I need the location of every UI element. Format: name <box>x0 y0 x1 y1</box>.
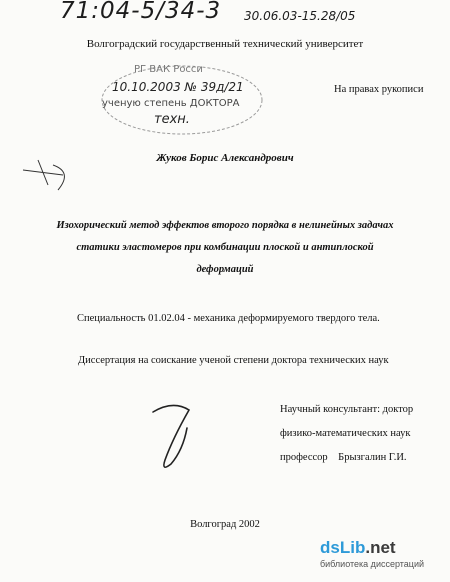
approval-stamp <box>92 60 282 150</box>
advisor-line-1: Научный консультант: доктор <box>280 404 414 415</box>
title-line-1: Изохорический метод эффектов второго порядка в нелинейных задачах <box>56 220 394 231</box>
stamp-line-4: техн. <box>154 112 190 127</box>
stamp-line-2: 10.10.2003 № 39д/21 <box>112 80 244 94</box>
watermark-subtitle: библиотека диссертаций <box>320 559 425 569</box>
advisor-line-3: профессор Брызгалин Г.И. <box>280 452 407 463</box>
stamp-line-1: РГ ВАК Росси <box>134 64 203 75</box>
title-line-2: статики эластомеров при комбинации плоской и антиплоской <box>76 242 374 253</box>
specialty: Специальность 01.02.04 - механика деформируемого твердого тела. <box>77 313 380 324</box>
signature-icon <box>143 398 203 476</box>
rights-note: На правах рукописи <box>334 84 424 95</box>
author-name: Жуков Борис Александрович <box>156 152 294 164</box>
advisor-line-2: физико-математических наук <box>280 428 411 439</box>
watermark-logo <box>320 538 396 558</box>
city-year: Волгоград 2002 <box>190 519 260 530</box>
watermark-logo-main: dsLib <box>320 538 366 557</box>
university-name: Волгоградский государственный технический университет <box>86 38 364 50</box>
title-line-3: деформаций <box>196 264 254 275</box>
dissertation-degree: Диссертация на соискание ученой степени доктора технических наук <box>78 355 389 366</box>
watermark-logo-tld: .net <box>365 538 396 557</box>
handwritten-date-code: 30.06.03-15.28/05 <box>244 9 356 23</box>
handwritten-catalog-code: 71:04-5/34-3 <box>60 0 222 24</box>
site-watermark <box>320 538 440 574</box>
stamp-line-3: ученую степень ДОКТОРА <box>102 98 240 109</box>
